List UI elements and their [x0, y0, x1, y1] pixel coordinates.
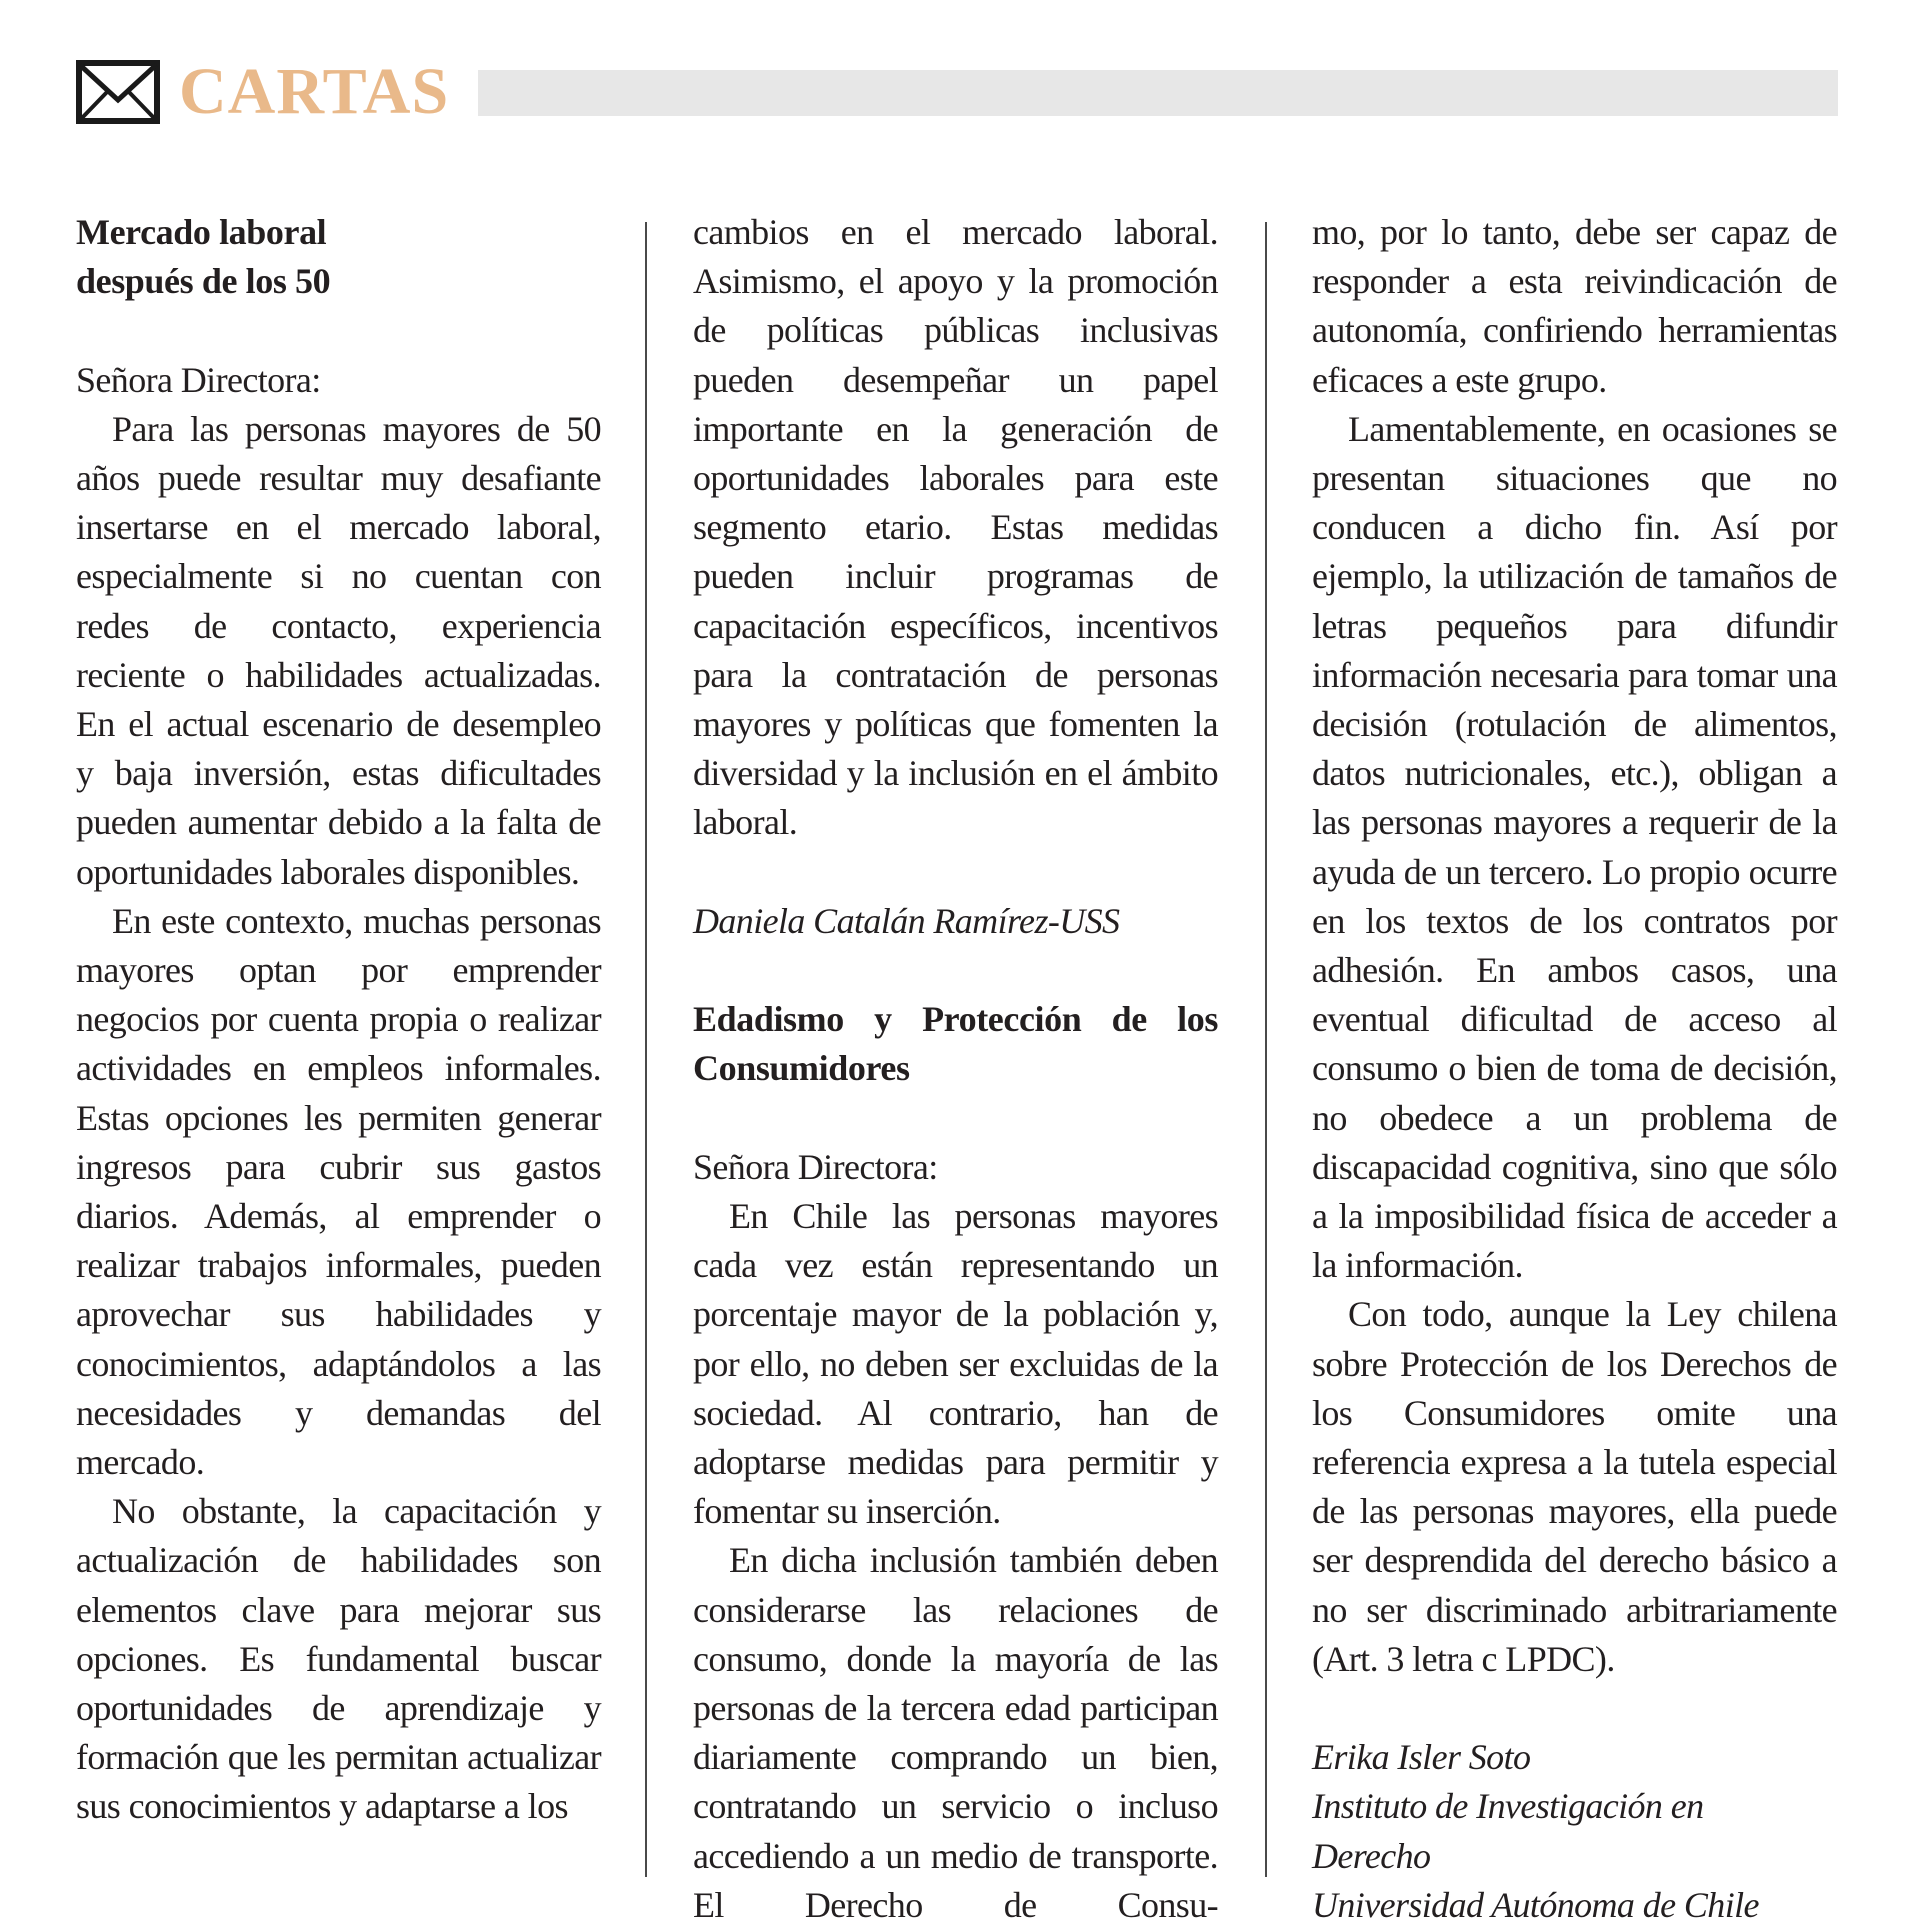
- letter-title-line: después de los 50: [76, 261, 331, 302]
- salutation: Señora Directora:: [693, 1146, 938, 1187]
- column-3: [1312, 208, 1837, 1930]
- letter-title: Edadismo y Protección de los Consumidores: [693, 999, 1218, 1089]
- paragraph-continued: cambios en el mercado laboral. Asimismo, el apoyo y la promoción de políticas públicas inclusivas pueden desempeñar un papel importante en la generación de oportunidades laborales para este segmento etario. Estas medidas pueden incluir programas de capacitación específicos, incentivos para la contratación de personas mayores y políticas que fomenten la diversidad y la inclusión en el ámbito laboral.: [693, 212, 1218, 843]
- column-divider: [645, 222, 647, 1877]
- section-title: CARTAS: [179, 55, 450, 128]
- paragraph: En Chile las personas mayores cada vez están representando un porcentaje mayor de la población y, por ello, no deben ser excluidas de la sociedad. Al contrario, han de adoptarse medidas para permitir y fomentar su inserción.: [693, 1196, 1218, 1532]
- column-2: [693, 208, 1218, 1930]
- signature-university: Universidad Autónoma de Chile: [1312, 1884, 1759, 1925]
- paragraph: No obstante, la capacitación y actualización de habilidades son elementos clave para mejorar sus opciones. Es fundamental buscar oportunidades de aprendizaje y formación que les permitan actualizar sus conocimientos y adaptarse a los: [76, 1491, 601, 1827]
- column-1: [76, 208, 601, 1832]
- paragraph: Para las personas mayores de 50 años puede resultar muy desafiante insertarse en el mercado laboral, especialmente si no cuentan con redes de contacto, experiencia reciente o habilidades actualizadas. En el actual escenario de desempleo y baja inversión, estas dificultades pueden aumentar debido a la falta de oportunidades laborales disponibles.: [76, 408, 601, 892]
- paragraph: En este contexto, muchas personas mayores optan por emprender negocios por cuenta propia o realizar actividades en empleos informales. Estas opciones les permiten generar ingresos para cubrir sus gastos diarios. Además, al emprender o realizar trabajos informales, pueden aprovechar sus habilidades y conocimientos, adaptándolos a las necesidades y demandas del mercado.: [76, 900, 601, 1483]
- paragraph: Lamentablemente, en ocasiones se presentan situaciones que no conducen a dicho fin. Así por ejemplo, la utilización de tamaños de letras pequeños para difundir información necesaria para tomar una decisión (rotulación de alimentos, datos nutricionales, etc.), obligan a las personas mayores a requerir de la ayuda de un tercero. Lo propio ocurre en los textos de los contratos por adhesión. En ambos casos, una eventual dificultad de acceso al consumo o bien de toma de decisión, no obedece a un problema de discapacidad cognitiva, sino que sólo a la imposibilidad física de acceder a la información.: [1312, 408, 1837, 1286]
- signature: Daniela Catalán Ramírez-USS: [693, 900, 1120, 941]
- paragraph-continued: mo, por lo tanto, debe ser capaz de responder a esta reivindicación de autonomía, confiriendo herramientas eficaces a este grupo.: [1312, 212, 1837, 400]
- envelope-icon: [76, 60, 160, 124]
- signature-affiliation: Derecho: [1312, 1835, 1431, 1876]
- salutation: Señora Directora:: [76, 359, 321, 400]
- header-bar: [478, 70, 1838, 116]
- signature-name: Erika Isler Soto: [1312, 1737, 1531, 1778]
- page-header: [76, 55, 1836, 130]
- letter-title-line: Mercado laboral: [76, 212, 327, 252]
- paragraph: Con todo, aunque la Ley chilena sobre Protección de los Derechos de los Consumidores omite una referencia expresa a la tutela especial de las personas mayores, ella puede ser desprendida del derecho básico a no ser discriminado arbitrariamente (Art. 3 letra c LPDC).: [1312, 1294, 1837, 1679]
- paragraph: En dicha inclusión también deben considerarse las relaciones de consumo, donde la mayoría de las personas de la tercera edad participan diariamente comprando un bien, contratando un servicio o incluso accediendo a un medio de transporte. El Derecho de Consu-: [693, 1540, 1218, 1925]
- letter-title: [76, 208, 601, 306]
- column-divider: [1265, 222, 1267, 1877]
- signature-affiliation: Instituto de Investigación en: [1312, 1786, 1704, 1827]
